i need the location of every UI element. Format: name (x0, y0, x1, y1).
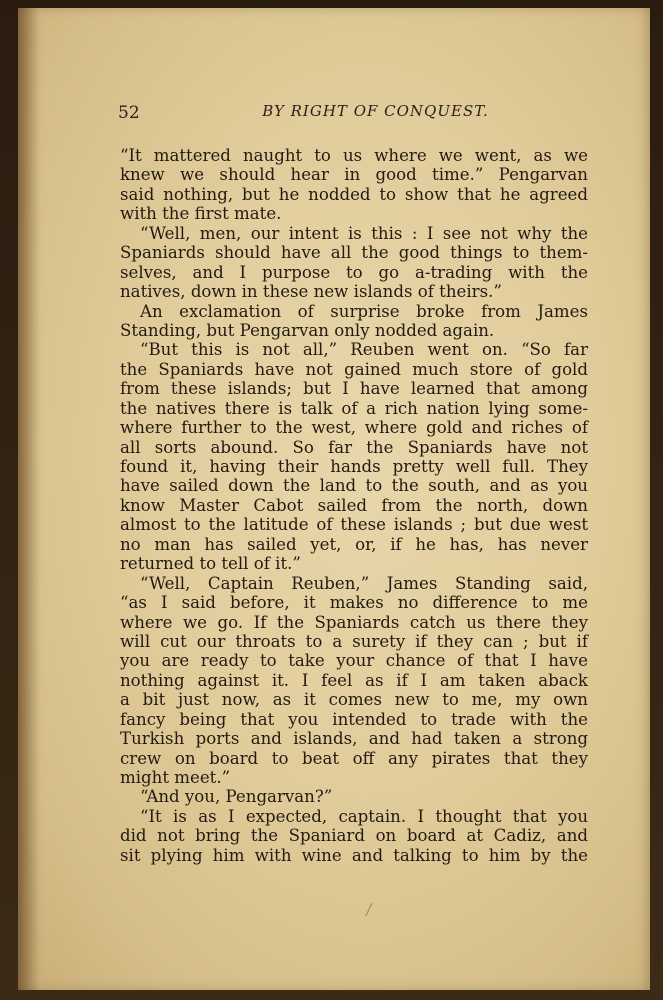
text-line: the Spaniards have not gained much store of gold (120, 359, 588, 379)
body-text (120, 146, 588, 865)
text-line: “Well, Captain Reuben,” James Standing said, (140, 573, 588, 593)
text-line: you are ready to take your chance of that I have (120, 651, 588, 671)
text-line: know Master Cabot sailed from the north, down (120, 495, 588, 515)
text-line: Standing, but Pengarvan only nodded again. (120, 320, 495, 340)
text-line: with the first mate. (120, 204, 282, 224)
text-line: the natives there is talk of a rich nation lying some- (120, 398, 588, 418)
spine-shadow (18, 8, 40, 990)
text-line: found it, having their hands pretty well full. They (120, 457, 588, 476)
text-line: almost to the latitude of these islands ; but due west (120, 515, 588, 535)
text-line: sit plying him with wine and talking to him by the (120, 845, 588, 865)
text-line: “And you, Pengarvan?” (140, 787, 333, 807)
text-line: natives, down in these new islands of theirs.” (120, 282, 502, 302)
text-line: where further to the west, where gold and riches of (120, 418, 588, 438)
text-line: “It is as I expected, captain. I thought that you (140, 806, 588, 826)
text-line: fancy being that you intended to trade with the (120, 709, 588, 729)
text-line: returned to tell of it.” (120, 554, 301, 574)
text-line: from these islands; but I have learned that among (120, 379, 588, 399)
text-line: Turkish ports and islands, and had taken a strong (120, 729, 588, 749)
text-line: Spaniards should have all the good things to them- (120, 243, 588, 263)
running-title: BY RIGHT OF CONQUEST. (262, 102, 489, 120)
text-line: selves, and I purpose to go a-trading with the (120, 262, 588, 282)
text-line: knew we should hear in good time.” Pengarvan (120, 165, 588, 185)
text-line: a bit just now, as it comes new to me, my own (120, 690, 588, 710)
text-line: will cut our throats to a surety if they can ; but if (120, 631, 588, 651)
text-line: “It mattered naught to us where we went, as we (120, 146, 588, 165)
page-mark (365, 903, 377, 919)
text-line: all sorts abound. So far the Spaniards have not (120, 437, 588, 457)
text-line: where we go. If the Spaniards catch us there they (120, 612, 588, 632)
text-line: might meet.” (120, 768, 231, 787)
text-line: no man has sailed yet, or, if he has, has never (120, 534, 588, 554)
text-line: An exclamation of surprise broke from James (140, 301, 588, 321)
text-line: “as I said before, it makes no difference to me (120, 593, 588, 613)
text-line: nothing against it. I feel as if I am taken aback (120, 670, 588, 690)
text-line: “But this is not all,” Reuben went on. “So far (140, 340, 588, 360)
text-line: “Well, men, our intent is this : I see not why the (140, 223, 588, 243)
text-line: have sailed down the land to the south, and as you (120, 476, 588, 496)
page-number: 52 (118, 103, 140, 123)
text-line: crew on board to beat off any pirates that they (120, 748, 588, 768)
page-header (118, 100, 593, 126)
text-line: did not bring the Spaniard on board at Cadiz, and (120, 826, 588, 846)
text-line: said nothing, but he nodded to show that he agreed (120, 184, 588, 204)
